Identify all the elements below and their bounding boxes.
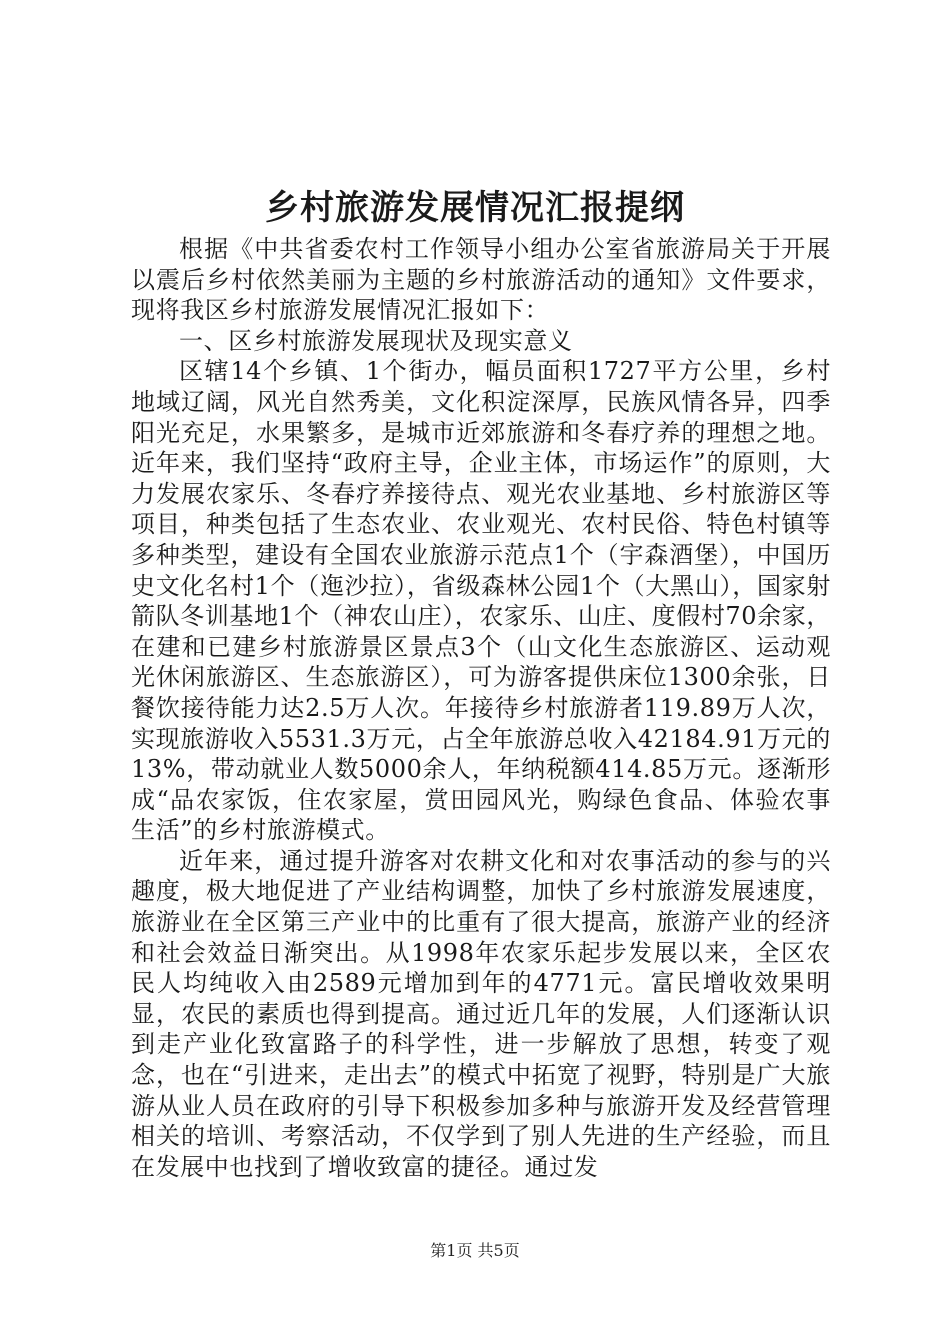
paragraph-significance: 近年来，通过提升游客对农耕文化和对农事活动的参与的兴趣度，极大地促进了产业结构调整，加快了乡村旅游发展速度，旅游业在全区第三产业中的比重有了很大提高，旅游产业的经济和社会效益日渐突出。从1998年农家乐起步发展以来，全区农民人均纯收入由2589元增加到年的4771元。富民增收效果明显，农民的素质也得到提高。通过近几年的发展，人们逐渐认识到走产业化致富路子的科学性，进一步解放了思想，转变了观念，也在“引进来，走出去”的模式中拓宽了视野，特别是广大旅游从业人员在政府的引导下积极参加多种与旅游开发及经营管理相关的培训、考察活动，不仅学到了别人先进的生产经验，而且在发展中也找到了增收致富的捷径。通过发 — [131, 846, 831, 1181]
document-title: 乡村旅游发展情况汇报提纲 — [265, 188, 685, 228]
page-footer: 第1页 共5页 — [430, 1241, 520, 1260]
paragraph-status: 区辖14个乡镇、1个街办，幅员面积1727平方公里，乡村地域辽阔，风光自然秀美，文化积淀深厚，民族风情各异，四季阳光充足，水果繁多，是城市近郊旅游和冬春疗养的理想之地。近年来，我们坚持“政府主导，企业主体，市场运作”的原则，大力发展农家乐、冬春疗养接待点、观光农业基地、乡村旅游区等项目，种类包括了生态农业、农业观光、农村民俗、特色村镇等多种类型，建设有全国农业旅游示范点1个（宇森酒堡），中国历史文化名村1个（迤沙拉），省级森林公园1个（大黑山），国家射箭队冬训基地1个（神农山庄），农家乐、山庄、度假村70余家，在建和已建乡村旅游景区景点3个（山文化生态旅游区、运动观光休闲旅游区、生态旅游区），可为游客提供床位1300余张，日餐饮接待能力达2.5万人次。年接待乡村旅游者119.89万人次，实现旅游收入5531.3万元，占全年旅游总收入42184.91万元的13%，带动就业人数5000余人，年纳税额414.85万元。逐渐形成“品农家饭，住农家屋，赏田园风光，购绿色食品、体验农事生活”的乡村旅游模式。 — [131, 357, 831, 845]
paragraph-intro: 根据《中共省委农村工作领导小组办公室省旅游局关于开展以震后乡村依然美丽为主题的乡村旅游活动的通知》文件要求，现将我区乡村旅游发展情况汇报如下： — [131, 235, 831, 325]
document-body — [131, 234, 831, 1182]
section-heading: 一、区乡村旅游发展现状及现实意义 — [179, 326, 573, 355]
